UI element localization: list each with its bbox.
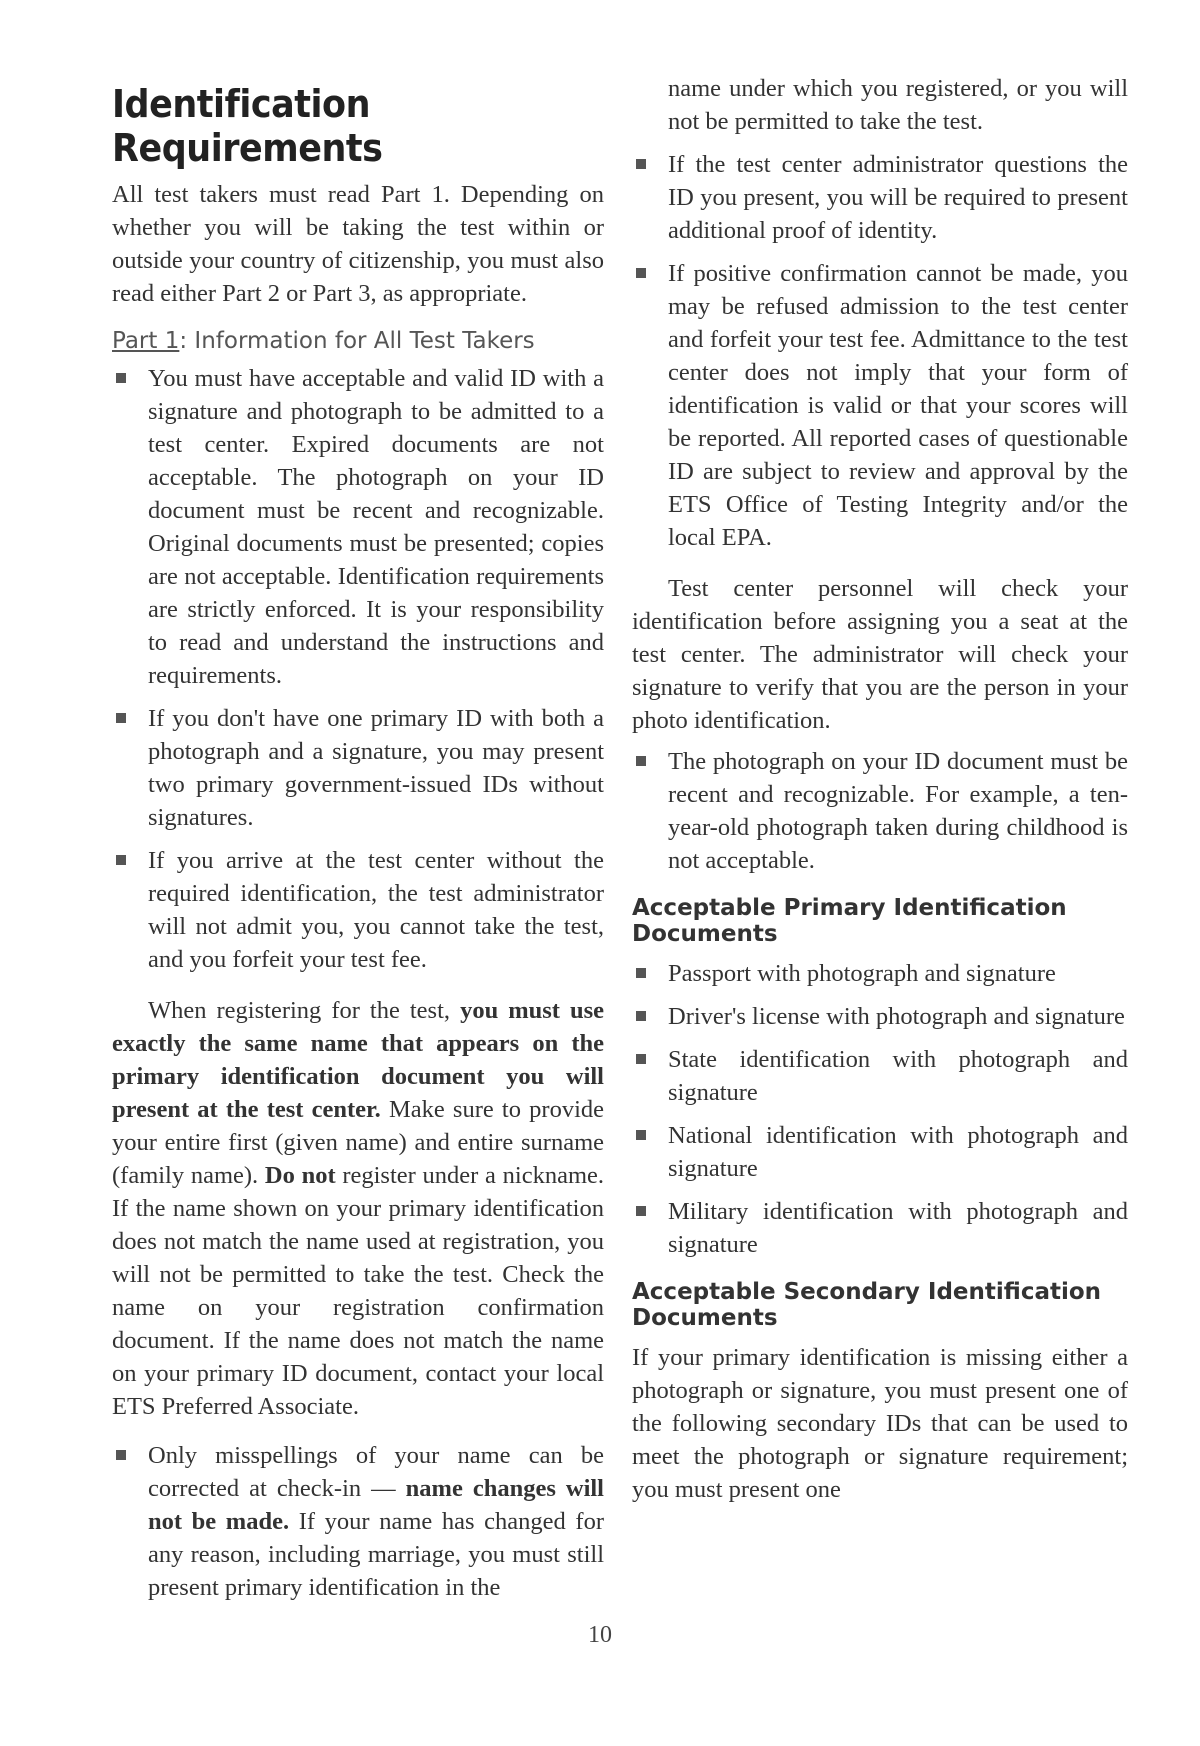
primary-id-list bbox=[632, 957, 1128, 1261]
list-item: Military identification with photograph and signature bbox=[632, 1195, 1128, 1261]
square-bullet-icon bbox=[636, 268, 646, 278]
list-item: If positive confirmation cannot be made, you may be refused admission to the test center and forfeit your test fee. Admittance to the test center does not imply that your form of identification is valid or that your scores will be reported. All reported cases of questionable ID are subject to review and approval by the ETS Office of Testing Integrity and/or the local EPA. bbox=[632, 257, 1128, 554]
square-bullet-icon bbox=[636, 159, 646, 169]
list-item: Passport with photograph and signature bbox=[632, 957, 1128, 990]
square-bullet-icon bbox=[636, 1011, 646, 1021]
list-item-continued: name under which you registered, or you will not be permitted to take the test. bbox=[668, 75, 1128, 135]
square-bullet-icon bbox=[116, 855, 126, 865]
intro-paragraph: All test takers must read Part 1. Depending on whether you will be taking the test within or outside your country of citizenship, you must also read either Part 2 or Part 3, as appropriate. bbox=[112, 181, 604, 307]
square-bullet-icon bbox=[636, 1130, 646, 1140]
square-bullet-icon bbox=[636, 1206, 646, 1216]
list-item: Driver's license with photograph and signature bbox=[632, 1000, 1128, 1033]
list-item: If you arrive at the test center without the required identification, the test administrator will not admit you, you cannot take the test, and you forfeit your test fee. bbox=[112, 844, 604, 976]
secondary-id-paragraph: If your primary identification is missing either a photograph or signature, you must present one of the following secondary IDs that can be used to meet the photograph or signature requirement; you must present one bbox=[632, 1344, 1128, 1503]
square-bullet-icon bbox=[636, 756, 646, 766]
list-item: Only misspellings of your name can be corrected at check-in — name changes will not be made. If your name has changed for any reason, including marriage, you must still present primary identification in the bbox=[112, 1439, 604, 1604]
part1-label: Part 1 bbox=[112, 328, 180, 354]
list-item: If the test center administrator questions the ID you present, you will be required to present additional proof of identity. bbox=[632, 148, 1128, 247]
photo-bullet-list bbox=[632, 745, 1128, 877]
part1-bullet-list bbox=[112, 362, 604, 976]
secondary-id-heading: Acceptable Secondary Identification Documents bbox=[632, 1279, 1102, 1331]
personnel-paragraph: Test center personnel will check your identification before assigning you a seat at the test center. The administrator will check your signature to verify that you are the person in your photo identification. bbox=[632, 575, 1128, 734]
list-item: National identification with photograph and signature bbox=[632, 1119, 1128, 1185]
square-bullet-icon bbox=[116, 713, 126, 723]
primary-id-heading: Acceptable Primary Identification Documents bbox=[632, 895, 1067, 947]
list-item: If you don't have one primary ID with both a photograph and a signature, you may present two primary government-issued IDs without signatures. bbox=[112, 702, 604, 834]
square-bullet-icon bbox=[116, 1450, 126, 1460]
list-item: You must have acceptable and valid ID with a signature and photograph to be admitted to a test center. Expired documents are not acceptable. The photograph on your ID document must be recent and recognizable. Original documents must be presented; copies are not acceptable. Identification requirements are strictly enforced. It is your responsibility to read and understand the instructions and requirements. bbox=[112, 362, 604, 692]
square-bullet-icon bbox=[636, 1054, 646, 1064]
list-item: State identification with photograph and signature bbox=[632, 1043, 1128, 1109]
registration-paragraph: When registering for the test, you must use exactly the same name that appears on the primary identification document you will present at the test center. Make sure to provide your entire first (given name) and entire surname (family name). Do not register under a nickname. If the name shown on your primary identification does not match the name used at registration, you will not be permitted to take the test. Check the name on your registration confirmation document. If the name does not match the name on your primary ID document, contact your local ETS Preferred Associate. bbox=[112, 997, 605, 1420]
left-column bbox=[112, 72, 604, 1614]
continuation-list bbox=[632, 72, 1128, 554]
misspelling-bullet-list bbox=[112, 1439, 604, 1604]
page-title: Identification Requirements bbox=[112, 82, 383, 170]
page-number: 10 bbox=[588, 1622, 612, 1648]
right-column bbox=[632, 72, 1128, 1506]
part1-heading bbox=[112, 328, 604, 354]
square-bullet-icon bbox=[636, 968, 646, 978]
square-bullet-icon bbox=[116, 373, 126, 383]
list-item: The photograph on your ID document must be recent and recognizable. For example, a ten-year-old photograph taken during childhood is not acceptable. bbox=[632, 745, 1128, 877]
part1-title: : Information for All Test Takers bbox=[179, 328, 535, 354]
